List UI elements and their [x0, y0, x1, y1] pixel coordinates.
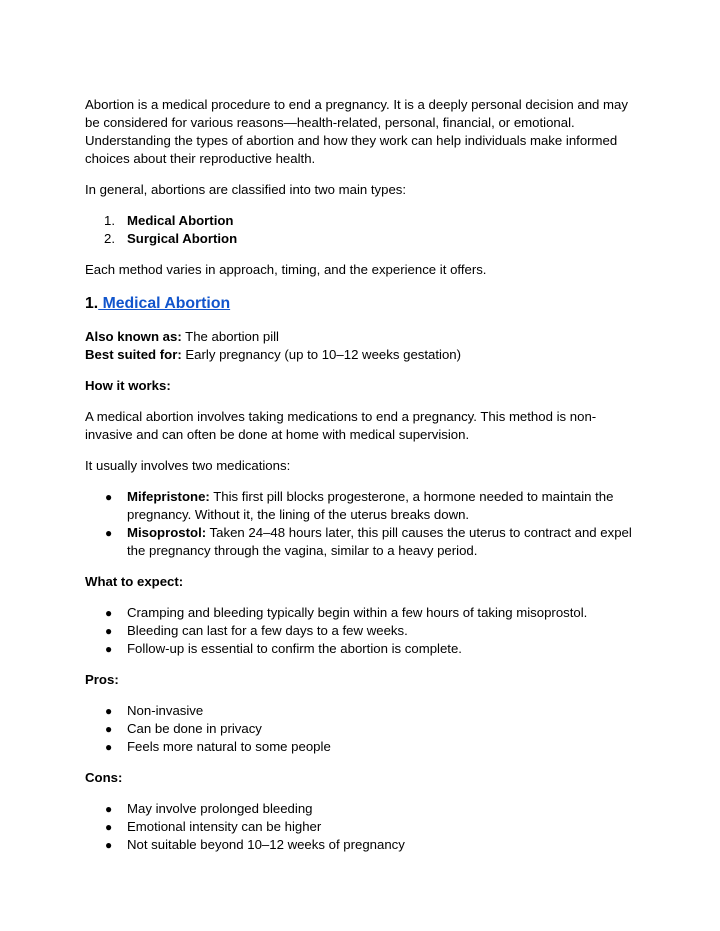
- bullet-icon: ●: [105, 606, 113, 620]
- expect-heading: [85, 573, 640, 591]
- list-item: [85, 230, 640, 248]
- list-item-text: Emotional intensity can be higher: [127, 819, 322, 834]
- abortion-types-list: [85, 212, 640, 248]
- cons-heading: [85, 769, 640, 787]
- med-name: Misoprostol:: [127, 525, 207, 540]
- list-item: [85, 622, 640, 640]
- list-item: [85, 702, 640, 720]
- list-item-text: Not suitable beyond 10–12 weeks of pregnancy: [127, 837, 405, 852]
- list-item: [85, 836, 640, 854]
- aka-label: Also known as:: [85, 329, 182, 344]
- best-suited-line: [85, 346, 640, 364]
- bullet-icon: ●: [105, 624, 113, 638]
- types-intro-paragraph: In general, abortions are classified into two main types:: [85, 182, 407, 197]
- list-item: [85, 488, 640, 524]
- list-item: [85, 818, 640, 836]
- list-item-text: Feels more natural to some people: [127, 739, 331, 754]
- type-label: Surgical Abortion: [127, 231, 238, 246]
- list-item: [85, 720, 640, 738]
- list-item: [85, 800, 640, 818]
- list-item-text: Cramping and bleeding typically begin within a few hours of taking misoprostol.: [127, 605, 588, 620]
- list-item: [85, 524, 640, 560]
- document-page: [85, 96, 640, 854]
- med-desc: This first pill blocks progesterone, a hormone needed to maintain the pregnancy. Without it, the lining of the uterus breaks down.: [127, 489, 614, 522]
- bullet-icon: ●: [105, 704, 113, 718]
- list-item-text: May involve prolonged bleeding: [127, 801, 313, 816]
- type-label: Medical Abortion: [127, 213, 234, 228]
- section-number: 1.: [85, 295, 99, 312]
- how-heading-text: How it works:: [85, 378, 171, 393]
- pros-list: [85, 702, 640, 756]
- bullet-icon: ●: [105, 838, 113, 852]
- intro-paragraph: Abortion is a medical procedure to end a pregnancy. It is a deeply personal decision and may be considered for various reasons—health-related, personal, financial, or emotional. Understanding the types of abortion and how they work can help individuals make informed choices about their reproductive health.: [85, 97, 628, 166]
- expect-list: [85, 604, 640, 658]
- bullet-icon: ●: [105, 642, 113, 656]
- list-item: [85, 640, 640, 658]
- expect-heading-text: What to expect:: [85, 574, 184, 589]
- medical-abortion-link[interactable]: Medical Abortion: [98, 295, 231, 312]
- list-number: 1.: [104, 213, 115, 228]
- list-item-text: Bleeding can last for a few days to a few weeks.: [127, 623, 408, 638]
- cons-heading-text: Cons:: [85, 770, 123, 785]
- list-number: 2.: [104, 231, 115, 246]
- bullet-icon: ●: [105, 490, 113, 504]
- bullet-icon: ●: [105, 722, 113, 736]
- med-desc: Taken 24–48 hours later, this pill causes the uterus to contract and expel the pregnancy through the vagina, similar to a heavy period.: [127, 525, 632, 558]
- list-item: [85, 738, 640, 756]
- pros-heading-text: Pros:: [85, 672, 119, 687]
- cons-list: [85, 800, 640, 854]
- medications-list: [85, 488, 640, 560]
- how-paragraph: A medical abortion involves taking medications to end a pregnancy. This method is non-invasive and can often be done at home with medical supervision.: [85, 409, 597, 442]
- medications-intro: It usually involves two medications:: [85, 458, 291, 473]
- list-item-text: Follow-up is essential to confirm the abortion is complete.: [127, 641, 462, 656]
- list-item-text: Can be done in privacy: [127, 721, 262, 736]
- bullet-icon: ●: [105, 740, 113, 754]
- med-name: Mifepristone:: [127, 489, 210, 504]
- how-heading: [85, 377, 640, 395]
- bullet-icon: ●: [105, 802, 113, 816]
- bullet-icon: ●: [105, 820, 113, 834]
- aka-line: [85, 328, 640, 346]
- pros-heading: [85, 671, 640, 689]
- aka-value: The abortion pill: [181, 329, 279, 344]
- best-label: Best suited for:: [85, 347, 182, 362]
- best-value: Early pregnancy (up to 10–12 weeks gestation): [181, 347, 462, 362]
- methods-paragraph: Each method varies in approach, timing, and the experience it offers.: [85, 262, 487, 277]
- section-heading: [85, 293, 640, 315]
- list-item: [85, 604, 640, 622]
- list-item-text: Non-invasive: [127, 703, 204, 718]
- list-item: [85, 212, 640, 230]
- bullet-icon: ●: [105, 526, 113, 540]
